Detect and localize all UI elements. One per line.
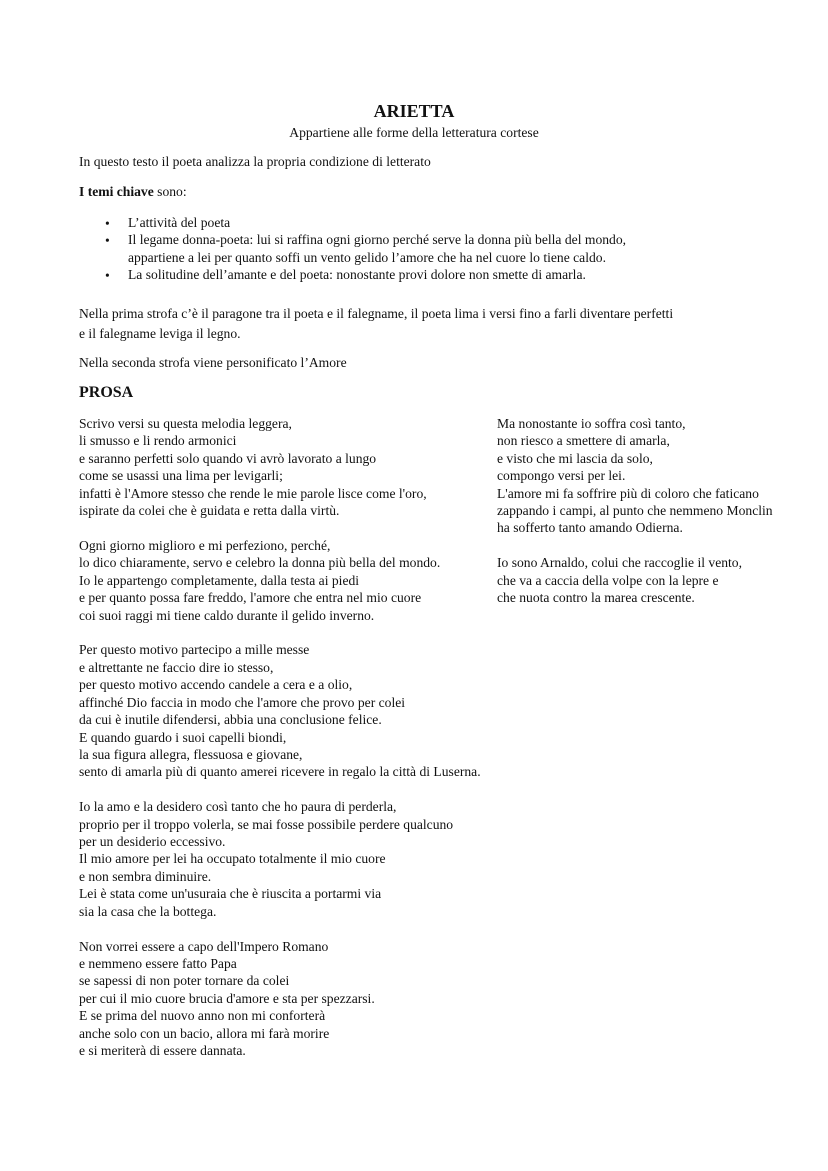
themes-heading-rest: sono: — [153, 184, 187, 199]
verse-line: affinché Dio faccia in modo che l'amore che provo per colei — [79, 694, 406, 710]
verse-line: compongo versi per lei. — [497, 468, 626, 484]
list-item-line: Il legame donna-poeta: lui si raffina ogni giorno perché serve la donna più bella del mondo, — [128, 232, 627, 248]
verse-line: Il mio amore per lei ha occupato totalmente il mio cuore — [79, 851, 386, 867]
verse-line: E se prima del nuovo anno non mi conforterà — [79, 1008, 326, 1024]
verse-line: li smusso e li rendo armonici — [79, 433, 237, 449]
list-item — [79, 231, 759, 266]
verse-line: Io sono Arnaldo, colui che raccoglie il vento, — [497, 555, 742, 571]
verse-line: come se usassi una lima per levigarli; — [79, 468, 283, 484]
list-item — [79, 214, 759, 231]
verse-line: Io la amo e la desidero così tanto che ho paura di perderla, — [79, 799, 397, 815]
verse-line: Lei è stata come un'usuraia che è riuscita a portarmi via — [79, 886, 382, 902]
list-item-line: La solitudine dell’amante e del poeta: nonostante provi dolore non smette di amarla. — [128, 267, 586, 283]
bullet-icon: • — [105, 216, 110, 231]
verse-line: da cui è inutile difendersi, abbia una conclusione felice. — [79, 712, 382, 728]
stanza — [79, 641, 519, 780]
intro-paragraph: In questo testo il poeta analizza la propria condizione di letterato — [79, 154, 431, 169]
stanza — [497, 554, 817, 606]
bullet-icon: • — [105, 233, 110, 249]
verse-line: coi suoi raggi mi tiene caldo durante il gelido inverno. — [79, 607, 375, 623]
verse-line: Io le appartengo completamente, dalla testa ai piedi — [79, 572, 360, 588]
verse-line: anche solo con un bacio, allora mi farà morire — [79, 1025, 330, 1041]
verse-line: ha sofferto tanto amando Odierna. — [497, 520, 683, 536]
verse-line: e nemmeno essere fatto Papa — [79, 955, 237, 971]
themes-list — [79, 214, 759, 284]
verse-line: se sapessi di non poter tornare da colei — [79, 973, 290, 989]
verse-line: proprio per il troppo volerla, se mai fosse possibile perdere qualcuno — [79, 816, 454, 832]
verse-line: che va a caccia della volpe con la lepre e — [497, 572, 719, 588]
verse-line: e si meriterà di essere dannata. — [79, 1043, 246, 1058]
stanza — [497, 415, 817, 537]
prosa-heading: PROSA — [79, 384, 134, 401]
verse-line: Ma nonostante io soffra così tanto, — [497, 416, 686, 431]
verse-line: Per questo motivo partecipo a mille messe — [79, 642, 310, 658]
verse-line: per questo motivo accendo candele a cera e a olio, — [79, 677, 353, 693]
themes-heading-bold: I temi chiave — [79, 184, 154, 199]
bullet-icon: • — [105, 268, 110, 284]
verse-line: e visto che mi lascia da solo, — [497, 450, 653, 466]
verse-line: e per quanto possa fare freddo, l'amore che entra nel mio cuore — [79, 590, 422, 606]
verse-line: Scrivo versi su questa melodia leggera, — [79, 416, 292, 431]
verse-line: e altrettante ne faccio dire io stesso, — [79, 659, 274, 675]
list-item — [79, 266, 759, 283]
verse-line: sento di amarla più di quanto amerei ricevere in regalo la città di Luserna. — [79, 764, 481, 780]
verse-line: infatti è l'Amore stesso che rende le mie parole lisce come l'oro, — [79, 485, 427, 501]
stanza — [79, 537, 519, 624]
prosa-left-column — [79, 415, 519, 1077]
verse-line: Ogni giorno miglioro e mi perfeziono, perché, — [79, 537, 331, 553]
verse-line: ispirate da colei che è guidata e retta dalla virtù. — [79, 503, 340, 519]
verse-line: la sua figura allegra, flessuosa e giovane, — [79, 746, 303, 762]
verse-line: e non sembra diminuire. — [79, 868, 212, 884]
verse-line: E quando guardo i suoi capelli biondi, — [79, 729, 287, 745]
document-subtitle: Appartiene alle forme della letteratura cortese — [289, 125, 539, 140]
verse-line: e saranno perfetti solo quando vi avrò lavorato a lungo — [79, 450, 377, 466]
prosa-right-column — [497, 415, 817, 624]
verse-line: per cui il mio cuore brucia d'amore e sta per spezzarsi. — [79, 990, 375, 1006]
list-item-line: L’attività del poeta — [128, 215, 231, 230]
verse-line: non riesco a smettere di amarla, — [497, 433, 670, 449]
verse-line: L'amore mi fa soffrire più di coloro che faticano — [497, 485, 759, 501]
verse-line: Non vorrei essere a capo dell'Impero Romano — [79, 938, 329, 954]
verse-line: zappando i campi, al punto che nemmeno Monclin — [497, 503, 773, 519]
verse-line: per un desiderio eccessivo. — [79, 834, 226, 850]
document-title: ARIETTA — [373, 101, 455, 121]
verse-line: lo dico chiaramente, servo e celebro la donna più bella del mondo. — [79, 555, 441, 571]
second-strophe-paragraph: Nella seconda strofa viene personificato l’Amore — [79, 355, 347, 370]
first-strophe-paragraph — [79, 304, 673, 343]
verse-line: che nuota contro la marea crescente. — [497, 590, 695, 606]
themes-heading — [79, 183, 187, 201]
verse-line: sia la casa che la bottega. — [79, 903, 217, 919]
paragraph-line: Nella prima strofa c’è il paragone tra il poeta e il falegname, il poeta lima i versi fino a farli diventare perfetti — [79, 306, 674, 321]
paragraph-line: e il falegname leviga il legno. — [79, 325, 241, 341]
stanza — [79, 798, 519, 920]
list-item-line: appartiene a lei per quanto soffi un vento gelido l’amore che ha nel cuore lo tiene caldo. — [128, 249, 606, 265]
stanza — [79, 415, 519, 519]
stanza — [79, 938, 519, 1060]
